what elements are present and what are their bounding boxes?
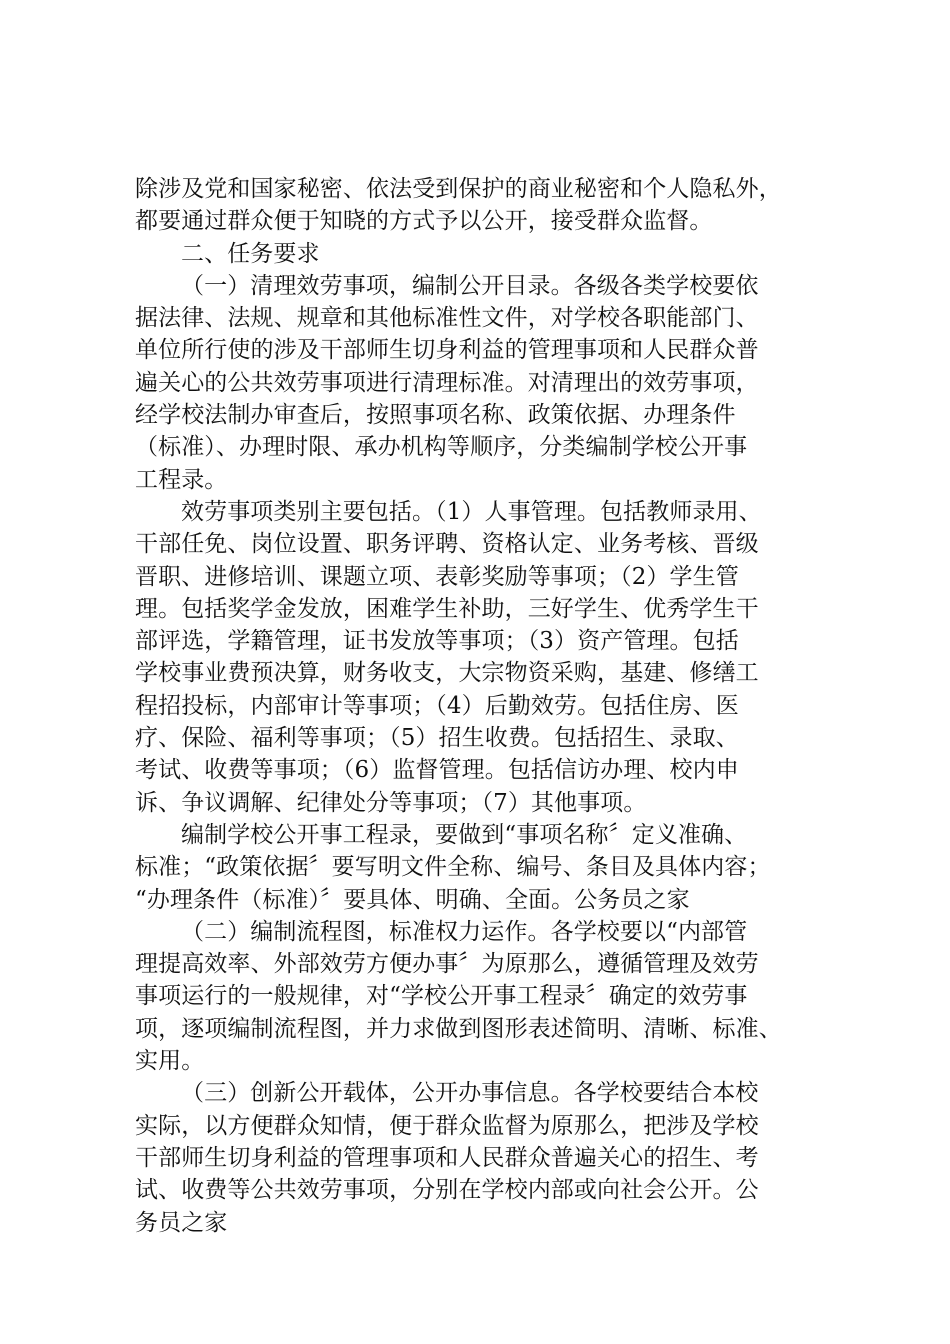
text-line: 单位所行使的涉及干部师生切身利益的管理事项和人民群众普 <box>135 337 759 364</box>
text-line: 考试、收费等事项；（6）监督管理。包括信访办理、校内申 <box>135 757 739 784</box>
text-line: 试、收费等公共效劳事项，分别在学校内部或向社会公开。公 <box>135 1177 759 1204</box>
text-line: “办理条件（标准）〞要具体、明确、全面。公务员之家 <box>135 886 690 913</box>
text-line: 编制学校公开事工程录，要做到“事项名称〞定义准确、 <box>181 821 748 848</box>
text-line: 晋职、进修培训、课题立项、表彰奖励等事项；（2）学生管 <box>135 563 739 590</box>
text-line: 实际，以方便群众知情，便于群众监督为原那么，把涉及学校 <box>135 1112 759 1139</box>
text-line: 工程录。 <box>135 466 228 493</box>
text-line: 遍关心的公共效劳事项进行清理标准。对清理出的效劳事项， <box>135 369 759 396</box>
text-line: 干部师生切身利益的管理事项和人民群众普遍关心的招生、考 <box>135 1144 759 1171</box>
text-line: 部评选，学籍管理，证书发放等事项；（3）资产管理。包括 <box>135 628 739 655</box>
text-line: 诉、争议调解、纪律处分等事项；（7）其他事项。 <box>135 789 647 816</box>
text-line: 都要通过群众便于知晓的方式予以公开，接受群众监督。 <box>135 208 713 235</box>
text-line: 实用。 <box>135 1048 205 1075</box>
text-line: 除涉及党和国家秘密、依法受到保护的商业秘密和个人隐私外， <box>135 176 782 202</box>
text-line: 项，逐项编制流程图，并力求做到图形表述简明、清晰、标准、 <box>135 1015 782 1042</box>
text-line: 理提高效率、外部效劳方便办事〞为原那么，遵循管理及效劳 <box>135 951 759 978</box>
text-line: 事项运行的一般规律，对“学校公开事工程录〞确定的效劳事 <box>135 983 748 1010</box>
text-line: 疗、保险、福利等事项；（5）招生收费。包括招生、录取、 <box>135 725 739 752</box>
text-line: （二）编制流程图，标准权力运作。各学校要以“内部管 <box>181 918 748 945</box>
text-line: 程招投标，内部审计等事项；（4）后勤效劳。包括住房、医 <box>135 692 739 719</box>
text-line: （一）清理效劳事项，编制公开目录。各级各类学校要依 <box>181 272 759 299</box>
section-heading: 二、任务要求 <box>181 240 320 267</box>
text-line: 学校事业费预决算，财务收支，大宗物资采购，基建、修缮工 <box>135 660 759 687</box>
text-line: 理。包括奖学金发放，困难学生补助，三好学生、优秀学生干 <box>135 595 759 622</box>
document-body <box>135 173 825 1239</box>
text-line: （标准）、办理时限、承办机构等顺序，分类编制学校公开事 <box>135 434 748 461</box>
text-line: 据法律、法规、规章和其他标准性文件，对学校各职能部门、 <box>135 305 759 332</box>
text-line: 务员之家 <box>135 1209 228 1236</box>
text-line: （三）创新公开载体，公开办事信息。各学校要结合本校 <box>181 1080 759 1107</box>
text-line: 效劳事项类别主要包括。（1）人事管理。包括教师录用、 <box>181 498 762 525</box>
text-line: 经学校法制办审查后，按照事项名称、政策依据、办理条件 <box>135 402 736 429</box>
text-line: 干部任免、岗位设置、职务评聘、资格认定、业务考核、晋级 <box>135 531 759 558</box>
text-line: 标准；“政策依据〞要写明文件全称、编号、条目及具体内容； <box>135 854 771 881</box>
